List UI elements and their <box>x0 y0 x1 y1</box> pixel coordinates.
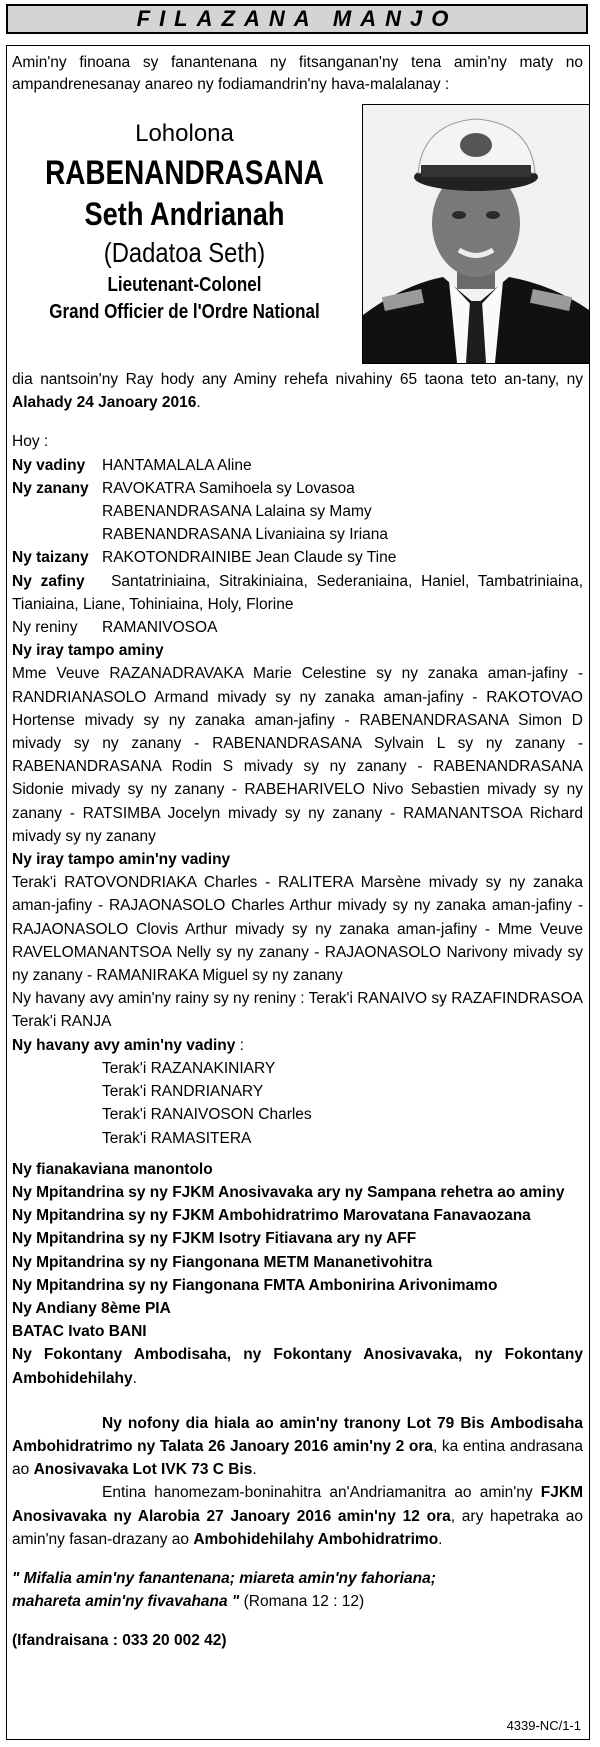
deceased-surname: RABENANDRASANA <box>45 154 324 192</box>
havany-vadiny-heading: Ny havany avy amin'ny vadiny : <box>12 1036 244 1054</box>
ad-reference: 4339-NC/1-1 <box>506 1718 581 1733</box>
org-line: BATAC Ivato BANI <box>12 1323 147 1341</box>
bible-verse: " Mifalia amin'ny fanantenana; miareta amin'ny fahoriana; mahareta amin'ny fivavahana " (Romana 12 : 12) <box>12 1569 436 1611</box>
org-line: Ny Andiany 8ème PIA <box>12 1299 171 1317</box>
death-announcement: dia nantsoin'ny Ray hody any Aminy rehefa nivahiny 65 taona teto an-tany, ny Alahady 24 Janoary 2016. <box>12 371 583 412</box>
wake-text: Ny nofony dia hiala ao amin'ny tranony Lot 79 Bis Ambodisaha Ambohidratrimo ny Talata 26 Janoary 2016 amin'ny 2 ora, ka entina andrasana ao Anosivavaka Lot IVK 73 C Bis. <box>12 1414 583 1479</box>
org-line: Ny Mpitandrina sy ny FJKM Ambohidratrimo Marovatana Fanavaozana <box>12 1207 531 1225</box>
zafiny-text: Ny zafiny Santatriniaina, Sitrakiniaina, Sederaniaina, Haniel, Tambatriniaina, Tianiaina, Liane, Tohiniaina, Holy, Florine <box>12 572 583 613</box>
tampo-aminy-text: Mme Veuve RAZANADRAVAKA Marie Celestine sy ny zanaka aman-jafiny - RANDRIANASOLO Armand mivady sy ny zanaka aman-jafiny - RAKOTOVAO Hortense mivady sy ny zanaka aman-jafiny - RABENANDRASANA Simon D mivady sy ny zanany - RABENANDRASANA Sylvain L sy ny zanany - RABENANDRASANA Rodin S mivady sy ny zanany - RABENANDRASANA Sidonie mivady sy ny zanany - RABEHARIVELO Nivo Sebastien mivady sy ny zanany - RATSIMBA Jocelyn mivady sy ny zanany - RAMANANTSOA Richard mivady sy ny zanany <box>12 665 583 845</box>
deceased-nickname: (Dadatoa Seth) <box>103 237 266 268</box>
obituary-content <box>12 52 583 1653</box>
org-line: Ny Mpitandrina sy ny FJKM Anosivavaka ary ny Sampana rehetra ao aminy <box>12 1183 565 1201</box>
hoy-label: Hoy : <box>12 433 49 451</box>
org-line: Ny Mpitandrina sy ny Fiangonana METM Mananetivohitra <box>12 1253 433 1271</box>
havany-rainy-text: Ny havany avy amin'ny rainy sy ny reniny : Terak'i RANAIVO sy RAZAFINDRASOA Terak'i RANJA <box>12 990 583 1031</box>
deceased-given-name: Seth Andrianah <box>84 196 285 232</box>
havany-vadiny-item: Terak'i RANDRIANARY <box>102 1083 264 1101</box>
org-line: Ny fianakaviana manontolo <box>12 1160 213 1178</box>
deceased-prefix: Loholona <box>135 120 234 147</box>
service-text: Entina hanomezam-boninahitra an'Andriamanitra ao amin'ny FJKM Anosivavaka ny Alarobia 27 Janoary 2016 amin'ny 12 ora, ary hapetraka ao amin'ny fasan-drazany ao Ambohidehilahy Ambohidratrimo. <box>12 1484 583 1548</box>
havany-vadiny-item: Terak'i RANAIVOSON Charles <box>102 1106 312 1124</box>
havany-vadiny-item: Terak'i RAZANAKINIARY <box>102 1059 276 1077</box>
fokontany-text: Ny Fokontany Ambodisaha, ny Fokontany Anosivavaka, ny Fokontany Ambohidehilahy. <box>12 1346 583 1387</box>
intro-text: Amin'ny finoana sy fanantenana ny fitsanganan'ny tena amin'ny maty no ampandrenesanay anareo ny fodiamandrin'ny hava-malalanay : <box>12 54 583 93</box>
contact-info: (Ifandraisana : 033 20 002 42) <box>12 1632 227 1650</box>
deceased-block <box>12 96 583 368</box>
deceased-honor: Grand Officier de l'Ordre National <box>49 301 320 323</box>
deceased-rank: Lieutenant-Colonel <box>107 274 262 296</box>
havany-vadiny-item: Terak'i RAMASITERA <box>102 1129 252 1147</box>
org-line: Ny Mpitandrina sy ny Fiangonana FMTA Ambonirina Arivonimamo <box>12 1276 498 1294</box>
notice-header <box>6 4 588 34</box>
deceased-names <box>12 102 357 326</box>
family-row-vadiny: Ny vadiny HANTAMALALA Aline <box>12 456 252 474</box>
death-date: Alahady 24 Janoary 2016 <box>12 394 197 412</box>
family-row-taizany: Ny taizany RAKOTONDRAINIBE Jean Claude sy Tine <box>12 549 397 567</box>
tampo-vadiny-heading: Ny iray tampo amin'ny vadiny <box>12 851 231 869</box>
reniny-row: Ny reniny RAMANIVOSOA <box>12 619 218 637</box>
family-row-zanany: Ny zanany RAVOKATRA Samihoela sy Lovasoa <box>12 479 355 497</box>
obituary-box <box>6 45 590 1740</box>
family-row-zanany-3: RABENANDRASANA Livaniaina sy Iriana <box>102 526 389 544</box>
portrait-photo <box>362 104 590 364</box>
family-row-zanany-2: RABENANDRASANA Lalaina sy Mamy <box>102 503 372 521</box>
org-line: Ny Mpitandrina sy ny FJKM Isotry Fitiavana ary ny AFF <box>12 1230 417 1248</box>
portrait-image <box>363 105 589 363</box>
tampo-vadiny-text: Terak'i RATOVONDRIAKA Charles - RALITERA Marsène mivady sy ny zanaka aman-jafiny - RAJAONASOLO Charles Arthur mivady sy ny zanaka aman-jafiny - RAJAONASOLO Clovis Arthur mivady sy ny zanaka aman-jafiny - Mme Veuve RAVELOMANANTSOA Nelly sy ny zanany - RAJAONASOLO Narivony mivady sy ny zanany - RAMANIRAKA Miguel sy ny zanany <box>12 874 583 985</box>
tampo-aminy-heading: Ny iray tampo aminy <box>12 642 164 660</box>
notice-title: FILAZANA MANJO <box>136 6 458 31</box>
